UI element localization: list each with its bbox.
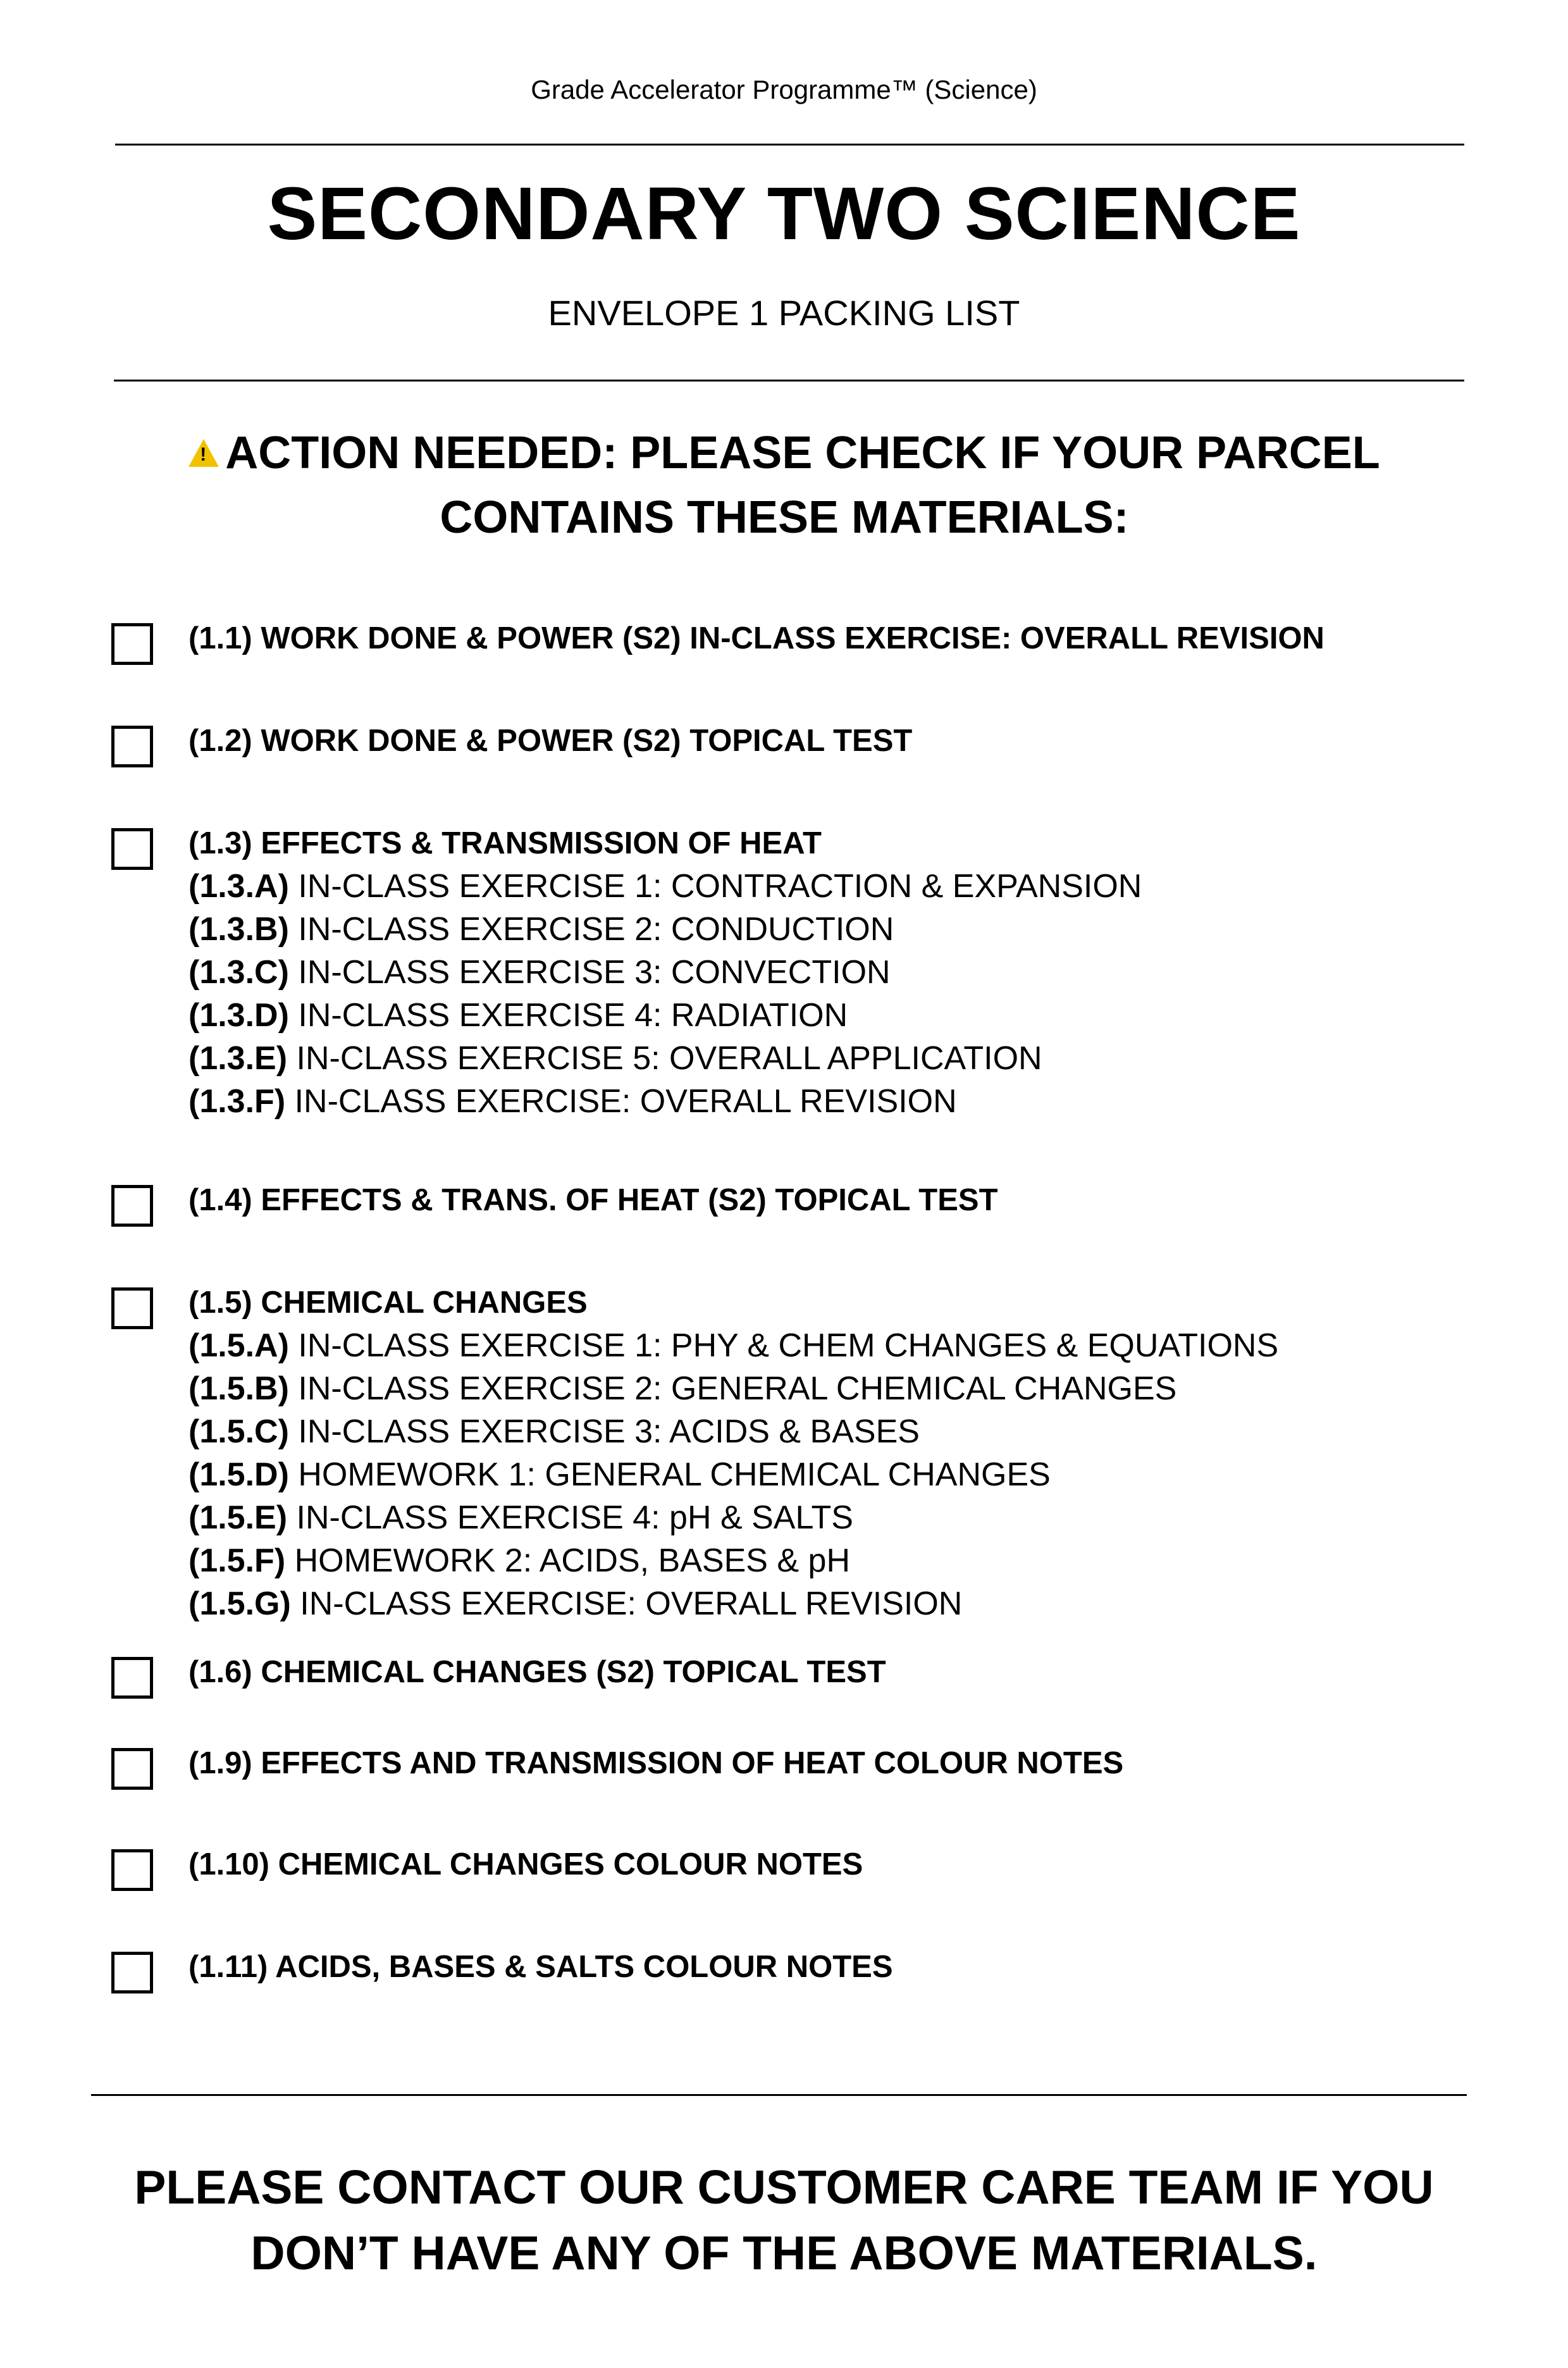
sub-item-code: (1.5.D) (188, 1456, 289, 1493)
sub-item (188, 1324, 1278, 1367)
sub-item-code: (1.3.C) (188, 954, 289, 991)
sub-item-code: (1.3.A) (188, 868, 289, 905)
sub-item-text: IN-CLASS EXERCISE 1: PHY & CHEM CHANGES & EQUATIONS (288, 1327, 1279, 1364)
checkbox[interactable] (111, 828, 153, 870)
sub-item (188, 1080, 1142, 1123)
sub-item (188, 1037, 1142, 1080)
sub-item-text: IN-CLASS EXERCISE 4: pH & SALTS (287, 1499, 853, 1536)
sub-item-list (188, 1324, 1278, 1625)
sub-item-code: (1.5.G) (188, 1585, 291, 1622)
sub-item-code: (1.5.B) (188, 1370, 289, 1407)
sub-item (188, 951, 1142, 994)
checkbox[interactable] (111, 1952, 153, 1993)
page-subtitle: ENVELOPE 1 PACKING LIST (548, 293, 1020, 333)
sub-item (188, 1582, 1278, 1625)
action-notice (127, 421, 1442, 550)
footer-notice (63, 2154, 1505, 2286)
checkbox[interactable] (111, 1849, 153, 1891)
sub-item (188, 865, 1142, 908)
sub-item-list (188, 865, 1142, 1123)
sub-item-text: IN-CLASS EXERCISE 5: OVERALL APPLICATION (287, 1040, 1042, 1077)
checkbox[interactable] (111, 1748, 153, 1790)
sub-item-code: (1.3.B) (188, 911, 289, 948)
sub-item (188, 1539, 1278, 1582)
sub-item (188, 1367, 1278, 1410)
sub-item-text: IN-CLASS EXERCISE: OVERALL REVISION (290, 1585, 963, 1622)
sub-item-text: IN-CLASS EXERCISE: OVERALL REVISION (285, 1083, 957, 1120)
footer-line-1: PLEASE CONTACT OUR CUSTOMER CARE TEAM IF YOU (134, 2160, 1434, 2214)
sub-item-text: IN-CLASS EXERCISE 3: ACIDS & BASES (288, 1413, 920, 1450)
sub-item (188, 1410, 1278, 1453)
sub-item (188, 908, 1142, 951)
sub-item-text: IN-CLASS EXERCISE 2: GENERAL CHEMICAL CHANGES (288, 1370, 1177, 1407)
footer-divider (91, 2094, 1467, 2096)
checklist-item-title: (1.10) CHEMICAL CHANGES COLOUR NOTES (188, 1847, 863, 1881)
checkbox[interactable] (111, 1287, 153, 1329)
sub-item-text: HOMEWORK 1: GENERAL CHEMICAL CHANGES (288, 1456, 1051, 1493)
checkbox[interactable] (111, 1185, 153, 1227)
sub-item-text: IN-CLASS EXERCISE 2: CONDUCTION (288, 911, 894, 948)
checklist-item-title: (1.9) EFFECTS AND TRANSMISSION OF HEAT COLOUR NOTES (188, 1746, 1124, 1780)
sub-item-code: (1.5.C) (188, 1413, 289, 1450)
sub-item-code: (1.3.E) (188, 1040, 288, 1077)
sub-item (188, 1453, 1278, 1496)
checkbox[interactable] (111, 623, 153, 665)
checklist-item-title: (1.5) CHEMICAL CHANGES (188, 1286, 588, 1320)
sub-item (188, 1496, 1278, 1539)
footer-line-2: DON’T HAVE ANY OF THE ABOVE MATERIALS. (250, 2226, 1318, 2279)
page-title: SECONDARY TWO SCIENCE (267, 172, 1301, 256)
checklist-item-title: (1.11) ACIDS, BASES & SALTS COLOUR NOTES (188, 1950, 893, 1984)
warning-icon (188, 439, 219, 467)
subtitle-divider (114, 380, 1464, 381)
sub-item-text: IN-CLASS EXERCISE 1: CONTRACTION & EXPANSION (288, 868, 1142, 905)
checklist-item-title: (1.1) WORK DONE & POWER (S2) IN-CLASS EXERCISE: OVERALL REVISION (188, 621, 1324, 655)
sub-item-text: IN-CLASS EXERCISE 4: RADIATION (288, 997, 848, 1034)
action-line-2: CONTAINS THESE MATERIALS: (440, 492, 1129, 543)
checklist-item-title: (1.3) EFFECTS & TRANSMISSION OF HEAT (188, 826, 822, 860)
checkbox[interactable] (111, 726, 153, 767)
sub-item-text: IN-CLASS EXERCISE 3: CONVECTION (288, 954, 891, 991)
sub-item-code: (1.3.D) (188, 997, 289, 1034)
sub-item (188, 994, 1142, 1037)
checklist-item-title: (1.6) CHEMICAL CHANGES (S2) TOPICAL TEST (188, 1655, 886, 1689)
action-line-1: ACTION NEEDED: PLEASE CHECK IF YOUR PARCEL (225, 428, 1380, 478)
checkbox[interactable] (111, 1657, 153, 1699)
sub-item-code: (1.5.A) (188, 1327, 289, 1364)
checklist-item-title: (1.4) EFFECTS & TRANS. OF HEAT (S2) TOPICAL TEST (188, 1183, 998, 1217)
header-divider (115, 144, 1464, 146)
sub-item-code: (1.5.E) (188, 1499, 288, 1536)
sub-item-text: HOMEWORK 2: ACIDS, BASES & pH (285, 1542, 851, 1579)
sub-item-code: (1.3.F) (188, 1083, 286, 1120)
checklist-item-title: (1.2) WORK DONE & POWER (S2) TOPICAL TEST (188, 724, 913, 758)
programme-header: Grade Accelerator Programme™ (Science) (531, 75, 1037, 104)
sub-item-code: (1.5.F) (188, 1542, 286, 1579)
